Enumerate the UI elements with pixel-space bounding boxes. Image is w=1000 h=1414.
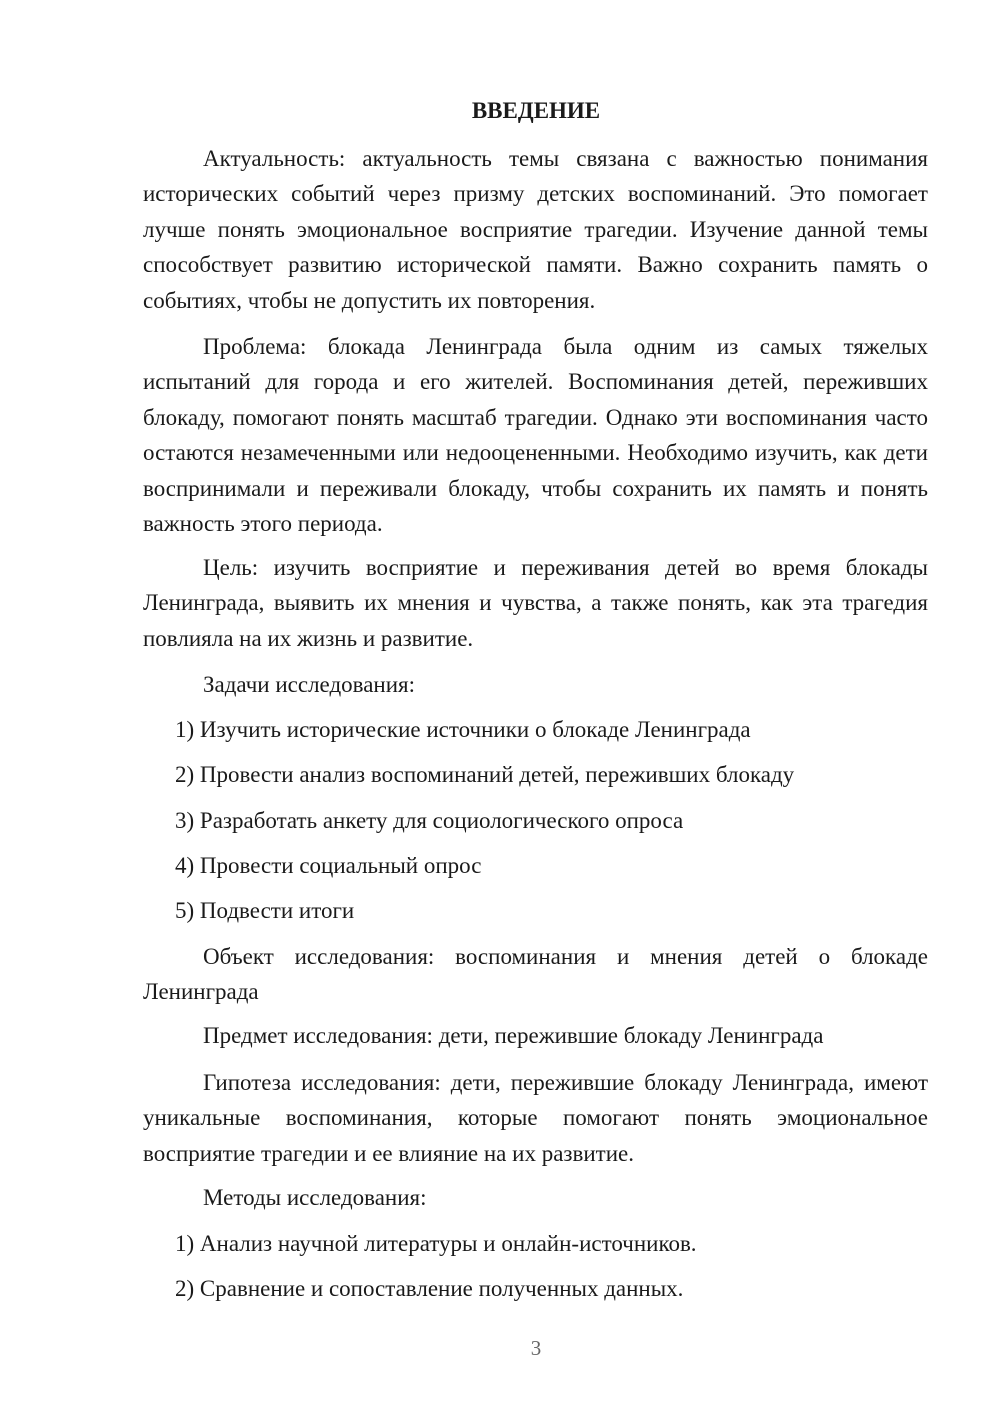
list-item: 1) Изучить исторические источники о блокаде Ленинграда bbox=[175, 717, 751, 742]
tasks-heading: Задачи исследования: bbox=[203, 672, 416, 697]
list-item: 2) Провести анализ воспоминаний детей, переживших блокаду bbox=[175, 762, 795, 787]
list-item: 1) Анализ научной литературы и онлайн-источников. bbox=[175, 1231, 697, 1256]
paragraph-goal: Цель: изучить восприятие и переживания детей во время блокады Ленинграда, выявить их мнения и чувства, а также понять, как эта трагедия повлияла на их жизнь и развитие. bbox=[143, 555, 928, 651]
paragraph-subject: Предмет исследования: дети, пережившие блокаду Ленинграда bbox=[203, 1023, 824, 1048]
paragraph-relevance: Актуальность: актуальность темы связана с важностью понимания исторических событий через призму детских воспоминаний. Это помогает лучше понять эмоциональное восприятие трагедии. Изучение данной темы способствует развитию исторической памяти. Важно сохранить память о событиях, чтобы не допустить их повторения. bbox=[143, 146, 928, 313]
section-heading: ВВЕДЕНИЕ bbox=[471, 98, 601, 123]
list-item: 3) Разработать анкету для социологического опроса bbox=[175, 808, 684, 833]
paragraph-object: Объект исследования: воспоминания и мнения детей о блокаде Ленинграда bbox=[143, 944, 928, 1005]
list-item: 2) Сравнение и сопоставление полученных данных. bbox=[175, 1276, 684, 1301]
list-item: 4) Провести социальный опрос bbox=[175, 853, 482, 878]
page-number: 3 bbox=[530, 1336, 542, 1360]
methods-heading: Методы исследования: bbox=[203, 1185, 427, 1210]
paragraph-hypothesis: Гипотеза исследования: дети, пережившие блокаду Ленинграда, имеют уникальные воспоминания, которые помогают понять эмоциональное восприятие трагедии и ее влияние на их развитие. bbox=[143, 1070, 928, 1166]
list-item: 5) Подвести итоги bbox=[175, 898, 355, 923]
paragraph-problem: Проблема: блокада Ленинграда была одним из самых тяжелых испытаний для города и его жителей. Воспоминания детей, переживших блокаду, помогают понять масштаб трагедии. Однако эти воспоминания часто остаются незамеченными или недооцененными. Необходимо изучить, как дети воспринимали и переживали блокаду, чтобы сохранить их память и понять важность этого периода. bbox=[143, 334, 928, 537]
